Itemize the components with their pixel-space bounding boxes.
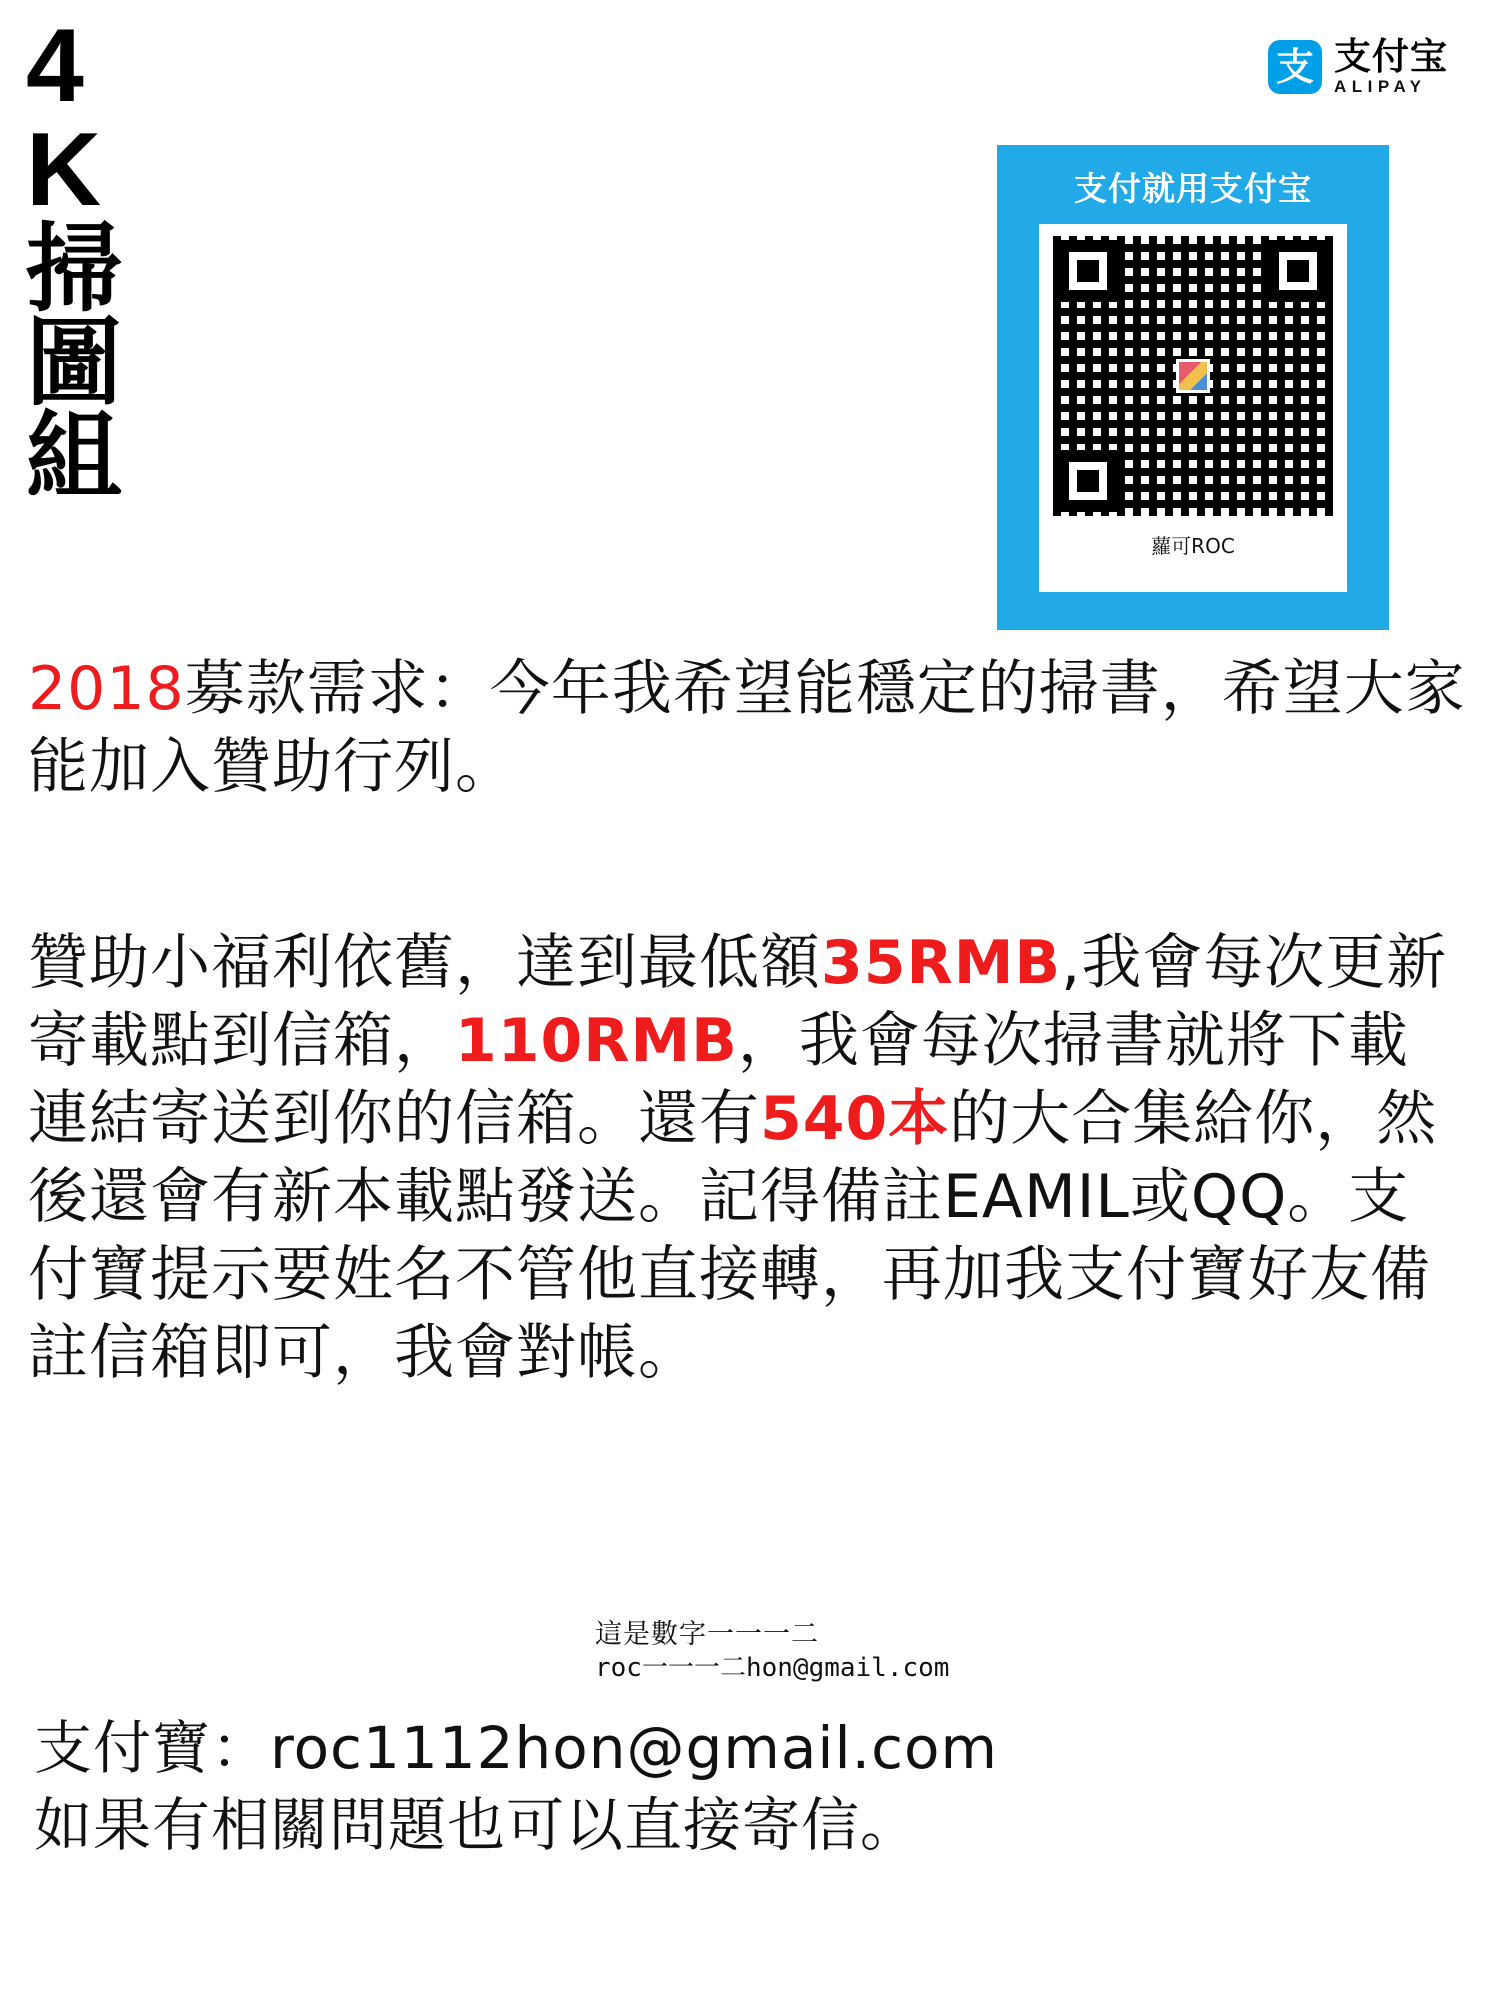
body-text — [28, 650, 1468, 1398]
rewards-seg-2: ,我會每次更新寄載點到信箱， — [28, 928, 1448, 1076]
qr-finder-top-right-icon — [1267, 240, 1329, 302]
alipay-mark-icon: 支 — [1268, 40, 1322, 94]
qr-code-image — [1053, 236, 1333, 516]
vertical-title — [26, 8, 176, 514]
amount-110rmb: 110RMB — [455, 1006, 738, 1076]
qr-center-avatar — [1176, 359, 1210, 393]
qr-account-name: 蘿可ROC — [1151, 534, 1235, 558]
rewards-seg-1: 贊助小福利依舊，達到最低額 — [28, 928, 821, 998]
paragraph-rewards — [28, 924, 1468, 1392]
rewards-seg-3: ，我會每次掃書就將下載連結寄送到你的信箱。還有 — [28, 1006, 1409, 1154]
alipay-name-cn: 支付宝 — [1334, 35, 1448, 78]
year-highlight: 2018 — [28, 654, 185, 724]
qr-finder-bottom-left-icon — [1057, 450, 1119, 512]
alipay-name-en: ALIPAY — [1334, 76, 1427, 96]
qr-finder-top-left-icon — [1057, 240, 1119, 302]
qr-code-panel — [1039, 224, 1347, 592]
rewards-seg-4: 的大合集給你，然後還會有新本載點發送。記得備註EAMIL或QQ。支付寶提示要姓名不管他直接轉，再加我支付寶好友備註信箱即可，我會對帳。 — [28, 1084, 1438, 1388]
count-540-books: 540本 — [760, 1084, 950, 1154]
paragraph-funding-need — [28, 650, 1468, 806]
amount-35rmb: 35RMB — [821, 928, 1062, 998]
title-char-1: 4 — [26, 8, 84, 124]
alipay-logo — [1268, 35, 1448, 96]
qr-payment-card — [997, 145, 1389, 630]
alipay-wordmark — [1334, 35, 1448, 96]
annotation-line-1: 這是數字一一一二 — [595, 1619, 819, 1650]
footer-note: 如果有相關問題也可以直接寄信。 — [34, 1790, 920, 1859]
annotation-line-2: roc一一一二hon@gmail.com — [595, 1652, 950, 1683]
footer-contact — [34, 1710, 1474, 1863]
footer-alipay-email: 支付寶：roc1112hon@gmail.com — [34, 1714, 998, 1782]
title-char-4: 圖 — [26, 307, 122, 420]
email-annotation — [595, 1618, 949, 1684]
qr-card-heading: 支付就用支付宝 — [1074, 169, 1312, 208]
title-char-2: K — [26, 112, 102, 228]
title-char-3: 掃 — [26, 213, 122, 325]
paragraph-funding-need-text: 募款需求：今年我希望能穩定的掃書，希望大家能加入贊助行列。 — [28, 654, 1466, 802]
title-char-5: 組 — [26, 401, 122, 514]
